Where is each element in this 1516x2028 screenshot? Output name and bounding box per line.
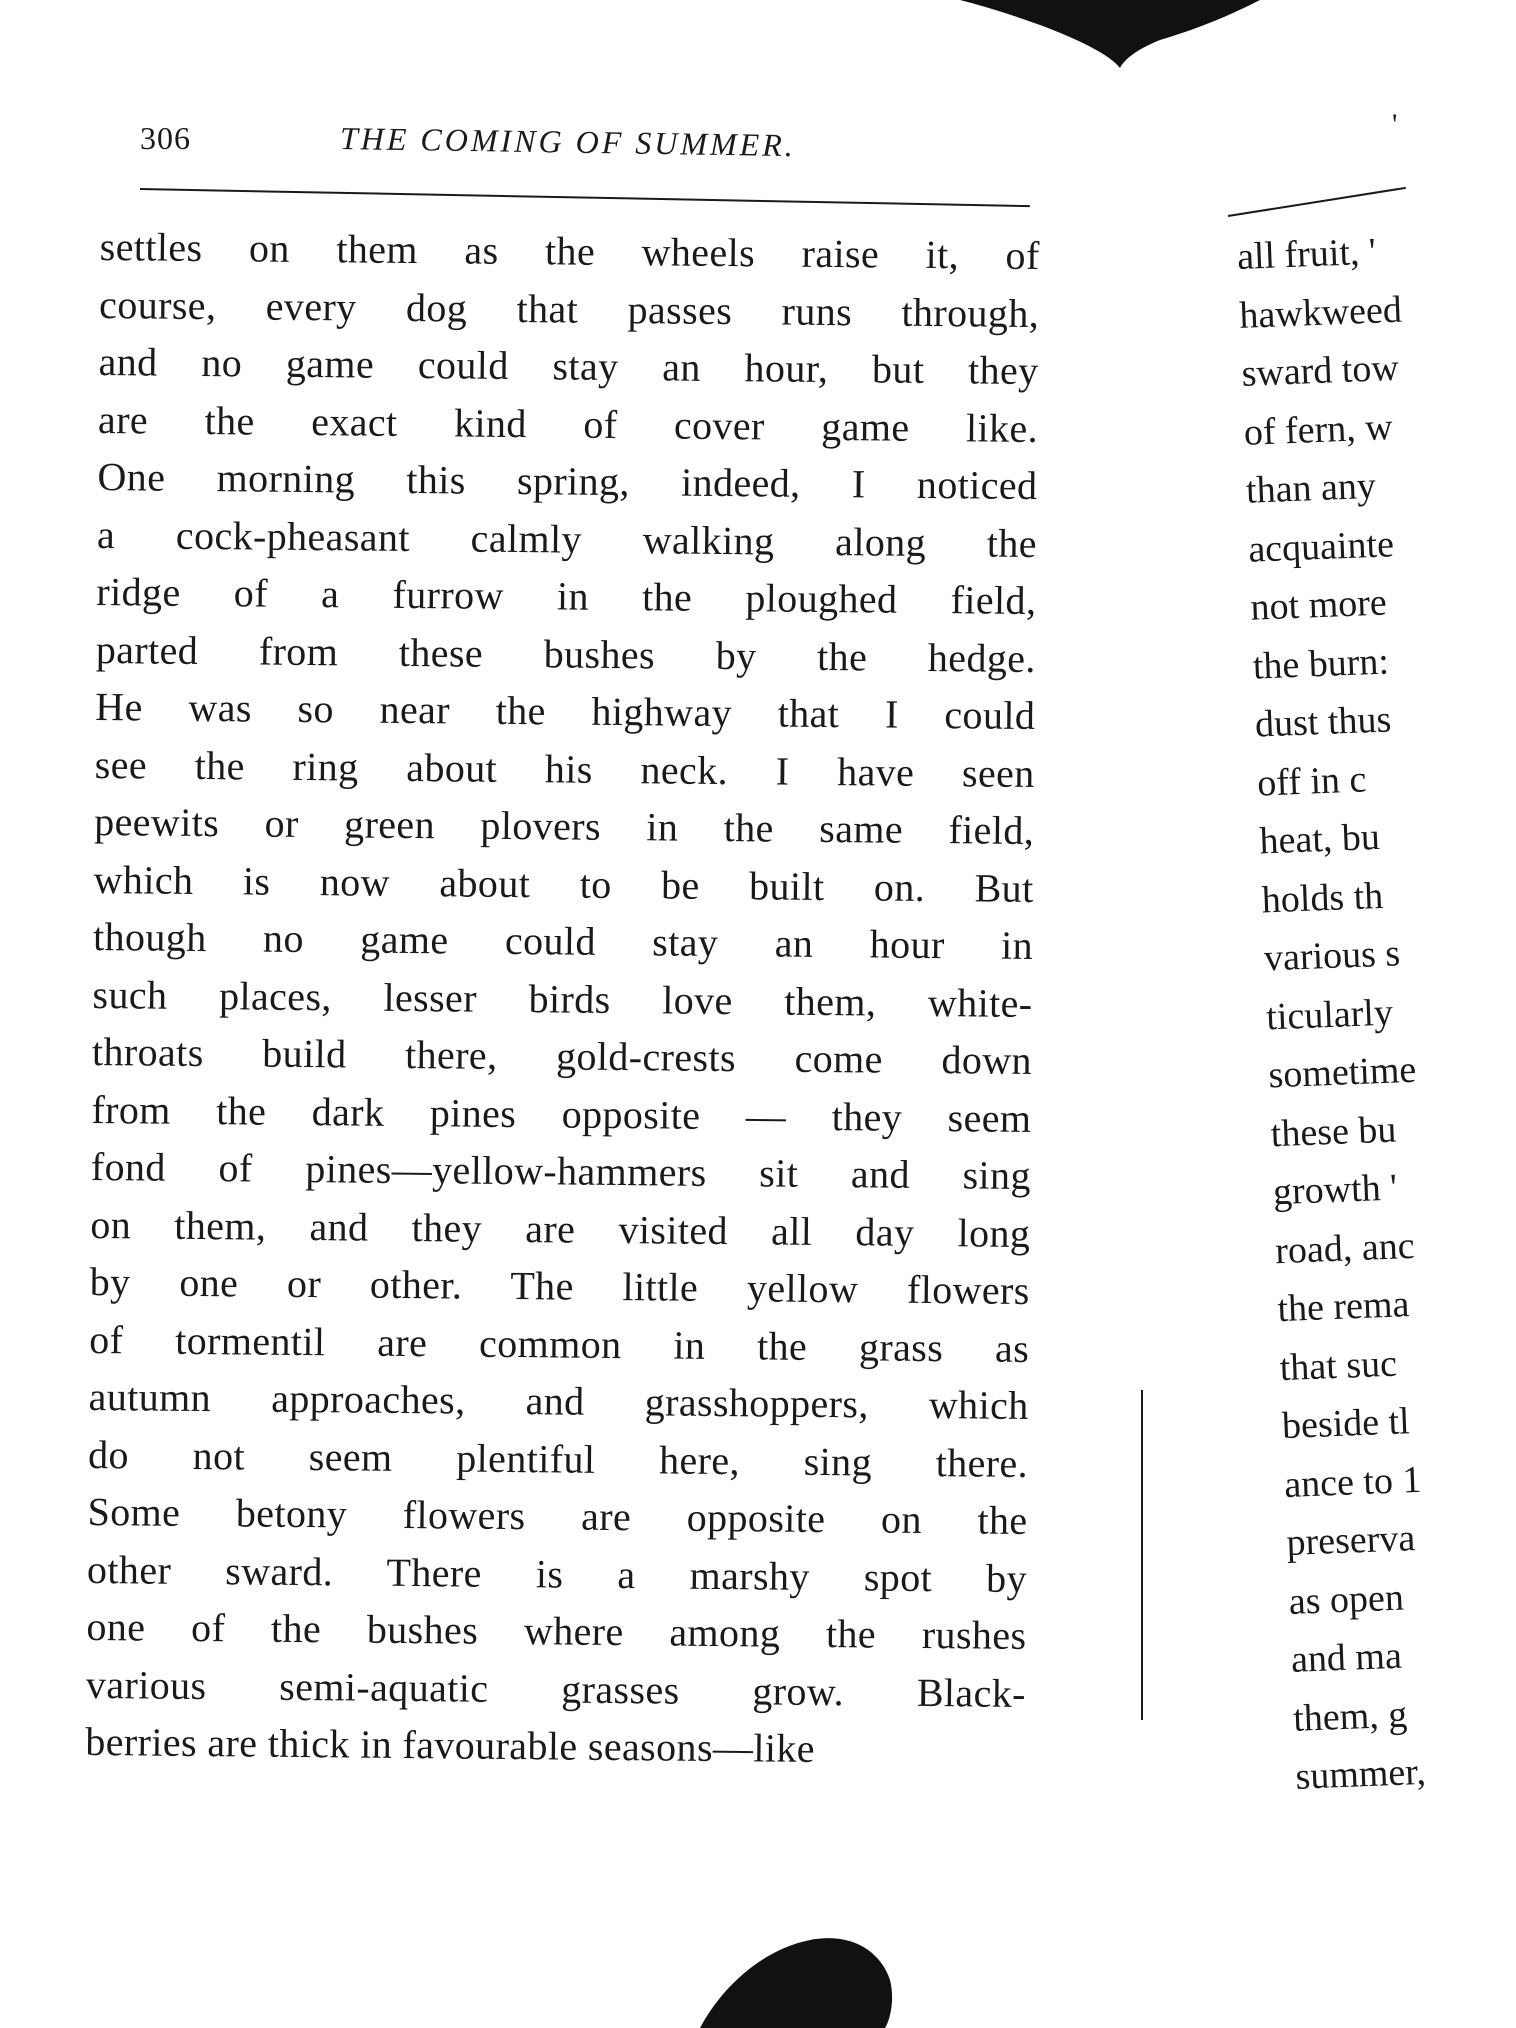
text-line: are the exact kind of cover game like. bbox=[97, 396, 1039, 451]
right-text-line: not more bbox=[1249, 581, 1388, 629]
text-line: by one or other. The little yellow flowers bbox=[89, 1258, 1030, 1313]
main-text-column bbox=[85, 218, 1040, 1779]
text-line: settles on them as the wheels raise it, of bbox=[99, 223, 1040, 279]
header-rule bbox=[140, 188, 1030, 207]
right-text-line: holds th bbox=[1261, 874, 1384, 921]
text-line: autumn approaches, and grasshoppers, which bbox=[88, 1373, 1029, 1428]
right-text-line: beside tl bbox=[1281, 1400, 1411, 1448]
right-text-line: off in c bbox=[1256, 757, 1368, 805]
right-text-line: that suc bbox=[1278, 1342, 1398, 1389]
right-text-line: all fruit, ' bbox=[1236, 230, 1377, 278]
right-text-line: growth ' bbox=[1272, 1166, 1398, 1214]
right-text-line: sward tow bbox=[1240, 346, 1400, 395]
right-page-header-rule bbox=[1228, 187, 1406, 217]
right-text-line: of fern, w bbox=[1243, 405, 1394, 454]
right-text-line: various s bbox=[1263, 932, 1401, 980]
text-line: see the ring about his neck. I have seen bbox=[94, 741, 1035, 796]
right-text-line: sometime bbox=[1267, 1048, 1418, 1097]
right-text-line: ticularly bbox=[1265, 991, 1394, 1038]
scan-shadow-top bbox=[960, 0, 1260, 70]
right-text-line: ance to 1 bbox=[1283, 1458, 1423, 1506]
text-line: a cock-pheasant calmly walking along the bbox=[96, 511, 1038, 566]
right-text-line: preserva bbox=[1285, 1517, 1416, 1565]
right-text-line: heat, bu bbox=[1258, 815, 1381, 863]
right-text-line: summer, bbox=[1294, 1750, 1427, 1798]
text-line: though no game could stay an hour in bbox=[92, 913, 1034, 968]
text-line: berries are thick in favourable seasons—like bbox=[85, 1718, 816, 1771]
text-line: on them, and they are visited all day long bbox=[90, 1201, 1031, 1256]
text-line: fond of pines—yellow-hammers sit and sing bbox=[90, 1143, 1032, 1198]
text-line: which is now about to be built on. But bbox=[93, 856, 1034, 911]
right-page-text-fragment bbox=[1236, 217, 1516, 1806]
text-line: various semi-aquatic grasses grow. Black- bbox=[85, 1661, 1027, 1716]
text-line: throats build there, gold-crests come down bbox=[91, 1028, 1033, 1083]
right-text-line: and ma bbox=[1290, 1634, 1403, 1681]
right-text-line: than any bbox=[1245, 464, 1377, 512]
text-line: from the dark pines opposite — they seem bbox=[91, 1086, 1032, 1141]
text-line: such places, lesser birds love them, white- bbox=[92, 971, 1033, 1026]
gutter-line bbox=[1141, 1390, 1143, 1720]
right-text-line: the rema bbox=[1276, 1283, 1411, 1331]
right-text-line: hawkweed bbox=[1238, 288, 1403, 337]
text-line: parted from these bushes by the hedge. bbox=[95, 626, 1037, 681]
right-text-line: acquainte bbox=[1247, 522, 1395, 571]
right-page-header-mark: ' bbox=[1392, 108, 1398, 141]
text-line: Some betony flowers are opposite on the bbox=[87, 1488, 1028, 1543]
right-text-line: as open bbox=[1287, 1576, 1405, 1623]
text-line: course, every dog that passes runs through, bbox=[98, 281, 1040, 336]
text-line: one of the bushes where among the rushes bbox=[86, 1603, 1027, 1658]
right-text-line: road, anc bbox=[1274, 1224, 1416, 1272]
text-line: One morning this spring, indeed, I noticed bbox=[97, 453, 1038, 509]
right-text-line: the burn: bbox=[1252, 639, 1390, 688]
running-title: THE COMING OF SUMMER. bbox=[339, 120, 797, 164]
text-line: of tormentil are common in the grass as bbox=[89, 1316, 1030, 1371]
text-line: He was so near the highway that I could bbox=[95, 683, 1036, 738]
right-text-line: dust thus bbox=[1254, 698, 1392, 746]
right-text-line: them, g bbox=[1292, 1693, 1408, 1740]
text-line: other sward. There is a marshy spot by bbox=[86, 1546, 1028, 1601]
page-number: 306 bbox=[140, 120, 191, 156]
text-line: do not seem plentiful here, sing there. bbox=[87, 1431, 1029, 1486]
text-line: peewits or green plovers in the same field, bbox=[93, 798, 1035, 853]
text-line: and no game could stay an hour, but they bbox=[98, 338, 1039, 394]
right-text-line: these bu bbox=[1269, 1108, 1398, 1155]
scan-shadow-bottom bbox=[700, 1920, 920, 2028]
text-line: ridge of a furrow in the ploughed field, bbox=[96, 568, 1037, 624]
